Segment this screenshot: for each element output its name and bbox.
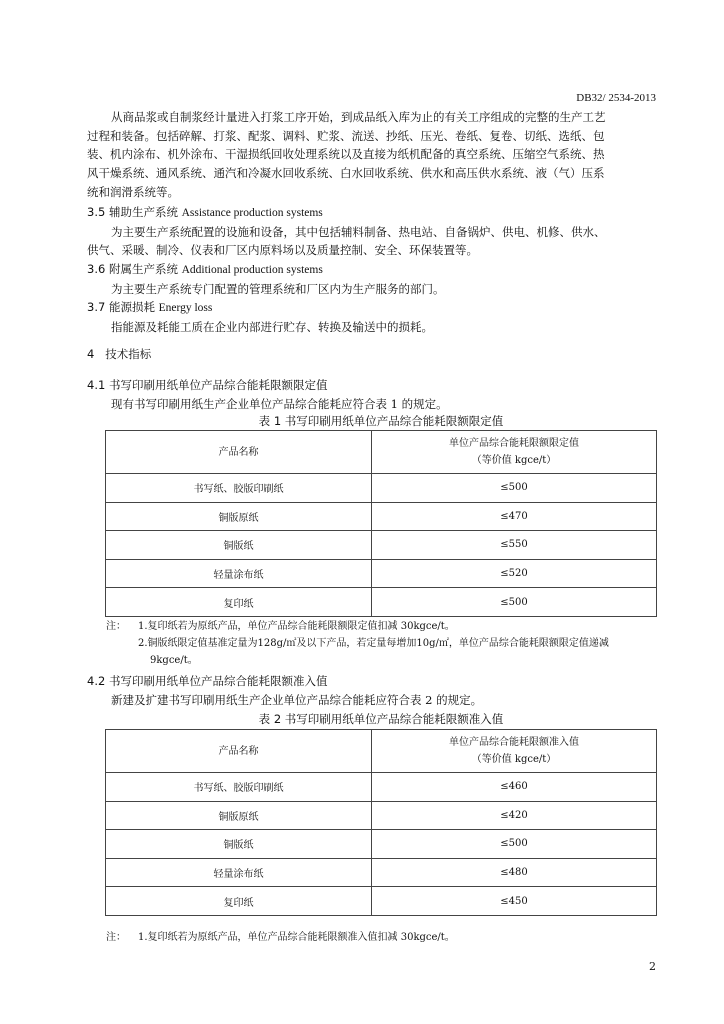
section-number: 4 [87, 347, 95, 361]
section-number: 3.5 [87, 205, 106, 219]
section-3-7 [87, 298, 657, 336]
cell-product: 铜版纸 [106, 531, 372, 560]
intro-line: 从商品浆或自制浆经计量进入打浆工序开始，到成品纸入库为止的有关工序组成的完整的生产工艺 [111, 110, 606, 124]
header-line: 单位产品综合能耗限额限定值 [449, 438, 579, 449]
cell-product: 复印纸 [106, 588, 372, 617]
table-2-notes [138, 929, 658, 946]
cell-value: ≤470 [372, 502, 657, 531]
section-title: 附属生产系统 [108, 262, 178, 276]
table-row [106, 801, 657, 830]
section-heading [87, 672, 657, 691]
section-4-heading [87, 345, 657, 364]
table-row [106, 588, 657, 617]
section-heading [87, 260, 657, 280]
section-heading [87, 376, 657, 395]
header-product-name: 产品名称 [106, 431, 372, 474]
note-line: 1.复印纸若为原纸产品，单位产品综合能耗限额准入值扣减 30kgce/t。 [138, 932, 455, 943]
section-3-6 [87, 260, 657, 298]
table-row [106, 858, 657, 887]
section-3-5 [87, 203, 657, 260]
page-number: 2 [649, 960, 656, 973]
section-text: 为主要生产系统配置的设施和设备，其中包括辅料制备、热电站、自备锅炉、供电、机修、供水、 [111, 224, 606, 239]
document-code: DB32/ 2534-2013 [576, 92, 656, 104]
section-number: 4.1 [87, 378, 106, 392]
cell-value: ≤550 [372, 531, 657, 560]
table-header-row [106, 431, 657, 474]
header-line: （等价值 kgce/t） [471, 754, 557, 765]
table-1-note-label: 注： [106, 621, 126, 632]
cell-value: ≤480 [372, 858, 657, 887]
table-header-row [106, 730, 657, 773]
section-title: 能源损耗 [108, 300, 155, 314]
cell-value: ≤520 [372, 559, 657, 588]
section-heading [87, 203, 657, 223]
intro-line: 过程和装备。包括碎解、打浆、配浆、调料、贮浆、流送、抄纸、压光、卷纸、复卷、切纸、选纸、包 [87, 128, 605, 143]
table-1 [105, 430, 657, 617]
intro-line: 装、机内涂布、机外涂布、干湿损纸回收处理系统以及直接为纸机配备的真空系统、压缩空气系统、热 [87, 147, 605, 162]
table-row [106, 502, 657, 531]
header-energy-limit [372, 730, 657, 773]
table-1-title: 表 1 书写印刷用纸单位产品综合能耗限额限定值 [258, 414, 504, 428]
intro-line: 统和润滑系统等。 [87, 184, 179, 199]
table-2-title: 表 2 书写印刷用纸单位产品综合能耗限额准入值 [258, 712, 504, 726]
note-line: 9kgce/t。 [150, 655, 198, 666]
table-row [106, 559, 657, 588]
cell-value: ≤460 [372, 773, 657, 802]
cell-value: ≤500 [372, 830, 657, 859]
section-text: 新建及扩建书写印刷用纸生产企业单位产品综合能耗应符合表 2 的规定。 [111, 692, 483, 707]
intro-paragraph [87, 108, 657, 202]
section-4-2 [87, 672, 657, 709]
section-title: 技术指标 [105, 347, 152, 361]
section-title-en: Energy loss [158, 302, 213, 314]
section-text: 为主要生产系统专门配置的管理系统和厂区内为生产服务的部门。 [111, 281, 445, 296]
table-row [106, 531, 657, 560]
cell-value: ≤500 [372, 588, 657, 617]
table-row [106, 474, 657, 503]
note-line: 2.铜版纸限定值基准定量为128g/㎡及以下产品，若定量每增加10g/㎡，单位产品综合能耗限额限定值递减 [138, 638, 609, 649]
cell-product: 轻量涂布纸 [106, 559, 372, 588]
cell-product: 书写纸、胶版印刷纸 [106, 474, 372, 503]
header-line: （等价值 kgce/t） [471, 455, 557, 466]
header-energy-limit [372, 431, 657, 474]
table-1-notes [138, 618, 658, 669]
cell-value: ≤450 [372, 887, 657, 916]
cell-value: ≤500 [372, 474, 657, 503]
section-title: 辅助生产系统 [108, 205, 178, 219]
table-2 [105, 729, 657, 916]
section-text: 供气、采暖、制冷、仪表和厂区内原料场以及质量控制、安全、环保装置等。 [87, 243, 478, 258]
section-4-1 [87, 376, 657, 413]
section-title-en: Additional production systems [181, 264, 323, 276]
section-title-en: Assistance production systems [181, 207, 323, 219]
section-text: 现有书写印刷用纸生产企业单位产品综合能耗应符合表 1 的规定。 [111, 396, 448, 411]
section-heading [87, 298, 657, 318]
section-title: 书写印刷用纸单位产品综合能耗限额准入值 [108, 674, 328, 688]
cell-product: 书写纸、胶版印刷纸 [106, 773, 372, 802]
table-row [106, 830, 657, 859]
section-number: 3.7 [87, 300, 106, 314]
section-title: 书写印刷用纸单位产品综合能耗限额限定值 [108, 378, 328, 392]
cell-value: ≤420 [372, 801, 657, 830]
cell-product: 铜版原纸 [106, 502, 372, 531]
table-2-note-label: 注： [106, 932, 126, 943]
note-line: 1.复印纸若为原纸产品，单位产品综合能耗限额限定值扣减 30kgce/t。 [138, 621, 455, 632]
header-product-name: 产品名称 [106, 730, 372, 773]
section-text: 指能源及耗能工质在企业内部进行贮存、转换及输送中的损耗。 [111, 319, 433, 334]
cell-product: 轻量涂布纸 [106, 858, 372, 887]
table-row [106, 773, 657, 802]
table-row [106, 887, 657, 916]
section-number: 4.2 [87, 674, 106, 688]
cell-product: 铜版纸 [106, 830, 372, 859]
header-line: 单位产品综合能耗限额准入值 [449, 737, 579, 748]
section-number: 3.6 [87, 262, 106, 276]
intro-line: 风干燥系统、通风系统、通汽和冷凝水回收系统、白水回收系统、供水和高压供水系统、液（气）压系 [87, 166, 605, 181]
cell-product: 复印纸 [106, 887, 372, 916]
cell-product: 铜版原纸 [106, 801, 372, 830]
